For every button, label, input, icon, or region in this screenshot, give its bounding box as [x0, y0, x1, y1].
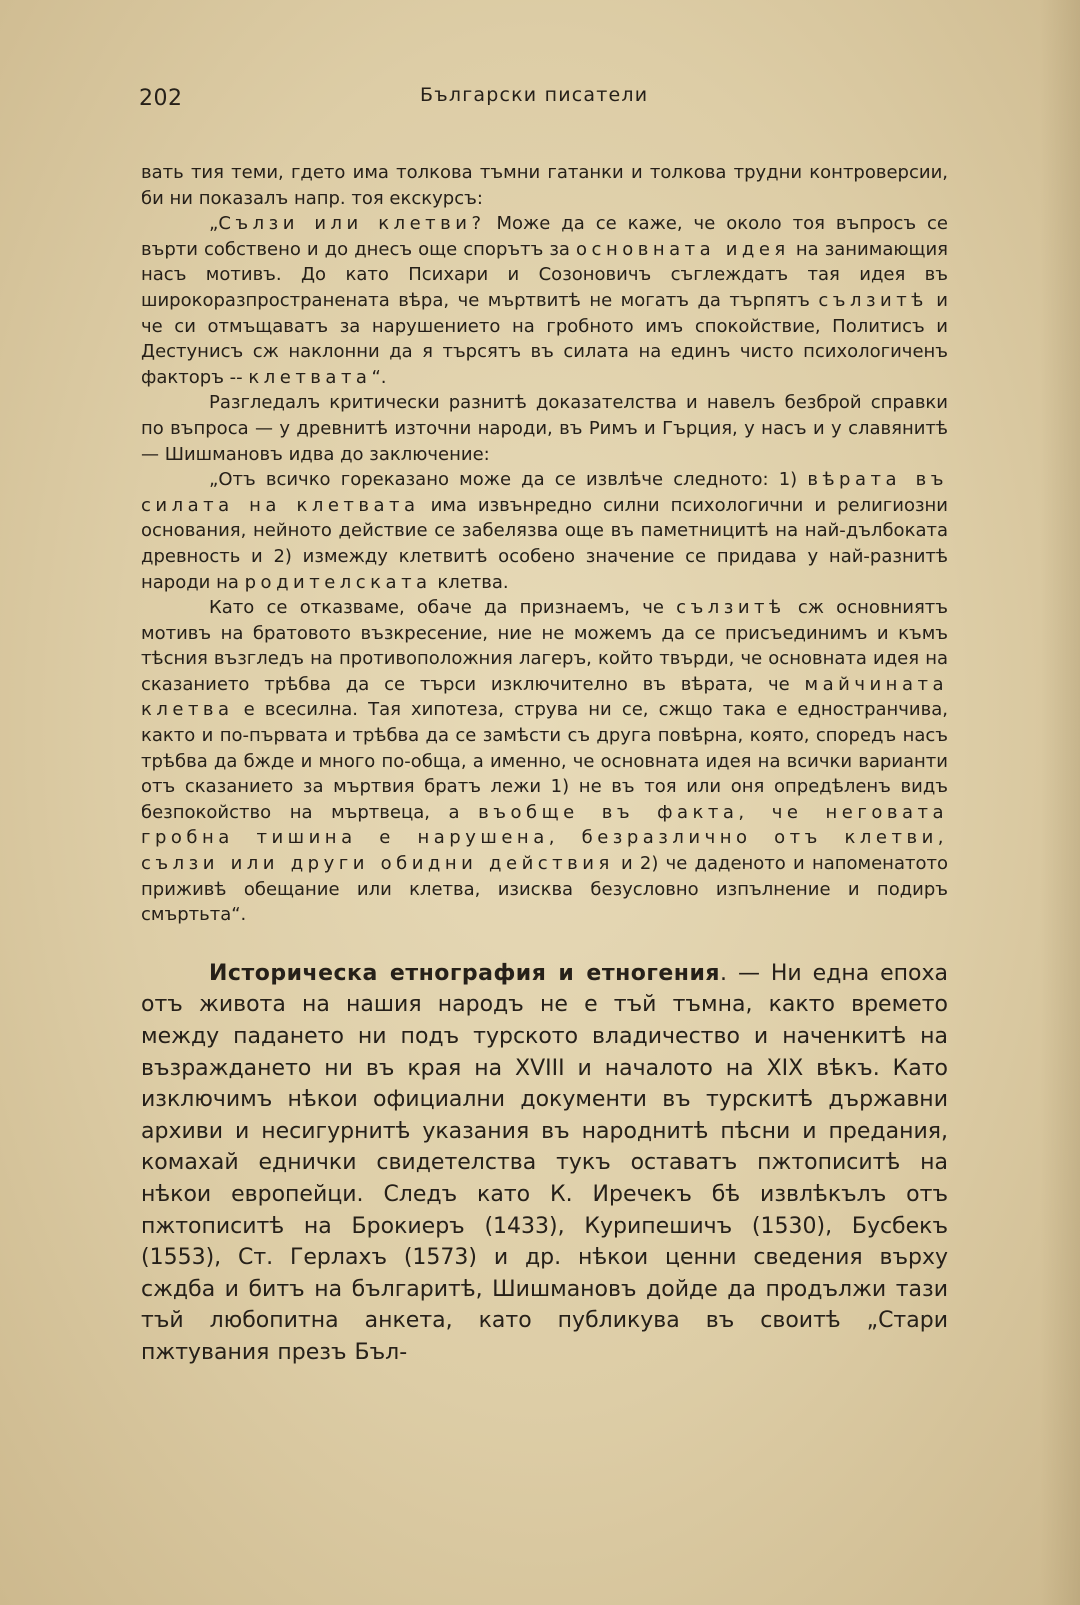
paragraph-tears-or-curses: [141, 211, 948, 390]
section-heading: Историческа етнография и етногения: [209, 960, 721, 986]
page-number: 202: [139, 86, 183, 111]
page-edge-shadow: [1040, 0, 1080, 1605]
quoted-excursus: [141, 160, 948, 928]
emphasis-main-idea: основната идея: [576, 238, 790, 260]
text-segment: клетва.: [431, 571, 509, 593]
paragraph-hypothesis: [141, 595, 948, 928]
emphasis-grave-silence: въобще въ факта, че неговата гробна тишина е нарушена, безразлично отъ клетви, сълзи или други обидни действия: [141, 801, 948, 875]
section-text: . — Ни една епоха отъ живота на нашия народъ не е тъй тъмна, както времето между падането ни подъ турското владичество и наченкитѣ на възраждането ни въ края на XVIII и началото на XIX вѣкъ. Като изключимъ нѣкои официални документи въ турскитѣ държавни архиви и несигурнитѣ указания въ народнитѣ пѣсни и предания, комахай еднички свидетелства тукъ оставатъ пжтописитѣ на нѣкои европейци. Следъ като К. Иречекъ бѣ извлѣкълъ отъ пжтописитѣ на Брокиеръ (1433), Курипешичъ (1530), Бусбекъ (1553), Ст. Герлахъ (1573) и др. нѣкои ценни сведения върху сждба и битъ на българитѣ, Шишмановъ дойде да продължи тази тъй любопитна анкета, като публикува въ своитѣ „Стари пжтувания презъ Бъл-: [141, 960, 948, 1365]
running-title: Български писатели: [420, 84, 649, 106]
text-segment: сж основниятъ мотивъ на братовото възкресение, ние не можемъ да се присъединимъ и къмъ тѣсния възгледъ на противоположния лагеръ, който твърди, че основната идея на сказанието трѣбва да се търси изключително въ вѣрата, че: [141, 597, 948, 695]
paragraph-intro: вать тия теми, гдето има толкова тъмни гатанки и толкова трудни контроверсии, би ни показалъ напр. тоя екскурсъ:: [141, 162, 948, 209]
emphasis-faith-in-curse: вѣрата въ силата на клетвата: [141, 469, 948, 516]
paragraph-review: Разгледалъ критически разнитѣ доказателства и навелъ безброй справки по въпроса — у древнитѣ източни народи, въ Римъ и Гърция, у насъ и у славянитѣ — Шишмановъ идва до заключение:: [141, 392, 948, 465]
text-segment: Може да се каже, че около тоя въпросъ се върти собствено и до днесъ още спорътъ за: [141, 213, 948, 260]
emphasis-tears: сълзитѣ: [818, 289, 928, 311]
emphasis-parental: родителската: [244, 571, 432, 593]
text-segment: е всесилна. Тая хипотеза, струва ни се, сжщо така е едностранчива, както и по-първата и трѣбва да се замѣсти съ друга повѣрна, която, споредъ насъ трѣбва да бжде и много по-обща, а именно, че основната идея на всички варианти отъ сказанието за мъртвия братъ лежи 1) не въ тоя или оня опредѣленъ видъ безпокойство на мъртвеца, а: [141, 699, 948, 823]
text-segment: и 2) че даденото и напоменатото приживѣ обещание или клетва, изисква безусловно изпълнение и подиръ смъртьта“.: [141, 853, 948, 926]
quote-close: “.: [371, 366, 387, 388]
text-segment: Като се отказваме, обаче да признаемъ, че: [209, 597, 677, 619]
text-segment: и че си отмъщаватъ за нарушението на гробното имъ спокойствие, Политисъ и Дестунисъ сж наклонни да я търсятъ въ силата на единъ чисто психологиченъ факторъ --: [141, 289, 948, 388]
emphasis-tears: сълзитѣ: [676, 597, 786, 619]
text-segment: „Отъ всичко гореказано може да се извлѣче следното: 1): [209, 469, 808, 491]
section-paragraph: [141, 958, 948, 1369]
section-historical-ethnography: [141, 958, 948, 1369]
text-segment: на занимающия насъ мотивъ. До като Психари и Созоновичъ съглеждатъ тая идея въ широкоразпространената вѣра, че мъртвитѣ не могатъ да търпятъ: [141, 238, 949, 311]
emphasis-mothers-curse: майчината клетва: [141, 673, 948, 721]
text-segment: има извънредно силни психологични и религиозни основания, нейното действие се забелязва още въ паметницитѣ на най-дълбоката древность и 2) измежду клетвитѣ особено значение се придава у най-разнитѣ народи на: [141, 494, 948, 593]
paragraph-conclusion: [141, 467, 948, 595]
emphasis-curse: клетвата: [248, 366, 372, 388]
main-text: [141, 160, 948, 1369]
quote-open: „: [209, 213, 219, 235]
emphasis-tears-or-curses: Сълзи или клетви?: [218, 213, 486, 235]
